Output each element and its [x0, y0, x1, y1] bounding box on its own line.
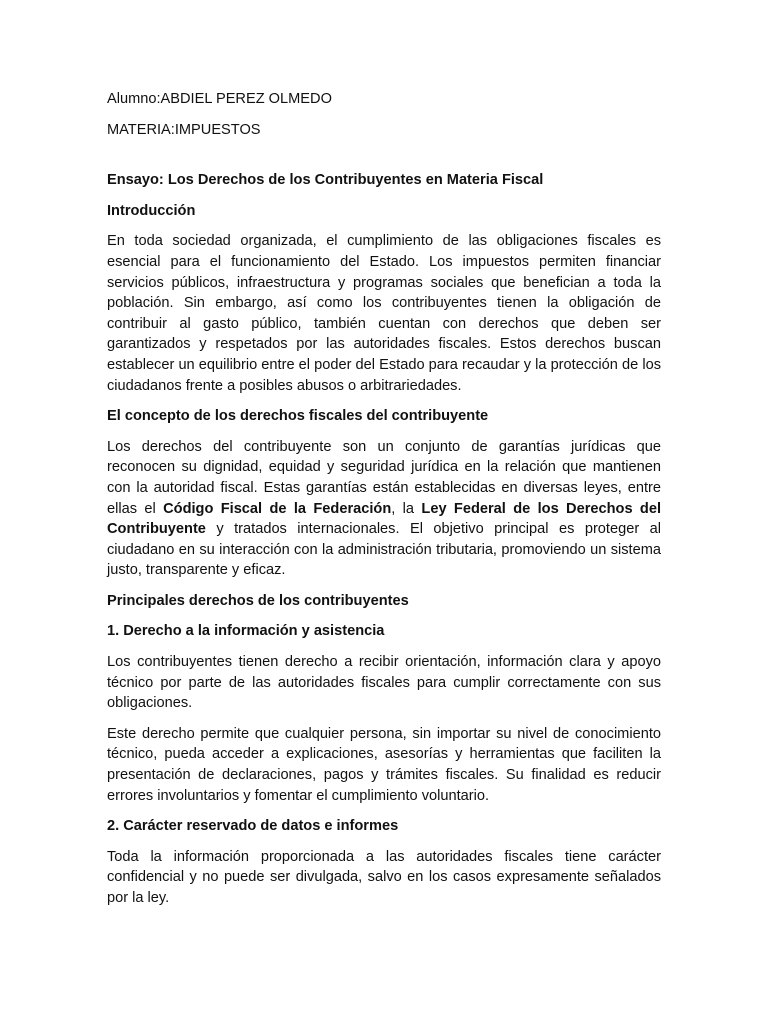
intro-paragraph: En toda sociedad organizada, el cumplimiento de las obligaciones fiscales es esencial para el funcionamiento del Estado. Los impuestos permiten financiar servicios públicos, infraestructura y programas sociales que benefician a toda la población. Sin embargo, así como los contribuyentes tienen la obligación de contribuir al gasto público, también cuentan con derechos que deben ser garantizados y respetados por las autoridades fiscales. Estos derechos buscan establecer un equilibrio entre el poder del Estado para recaudar y la protección de los ciudadanos frente a posibles abusos o arbitrariedades.: [107, 233, 661, 394]
right1-paragraph-1: Los contribuyentes tienen derecho a recibir orientación, información clara y apoyo técnico por parte de las autoridades fiscales para cumplir correctamente con sus obligaciones.: [107, 654, 661, 712]
rights-heading: Principales derechos de los contribuyentes: [107, 592, 409, 609]
student-name: Alumno:ABDIEL PEREZ OLMEDO: [107, 91, 332, 107]
right1-paragraph-2: Este derecho permite que cualquier persona, sin importar su nivel de conocimiento técnico, pueda acceder a explicaciones, asesorías y herramientas que faciliten la presentación de declaraciones, pagos y trámites fiscales. Su finalidad es reducir errores involuntarios y fomentar el cumplimiento voluntario.: [107, 725, 661, 804]
concept-paragraph: [107, 437, 661, 581]
intro-heading: Introducción: [107, 202, 196, 219]
subject-name: MATERIA:IMPUESTOS: [107, 121, 261, 138]
concept-text-2: , la: [391, 500, 422, 517]
ley-federal-term: Ley Federal de los Derechos del Contribuyente: [107, 500, 662, 538]
essay-title: Ensayo: Los Derechos de los Contribuyentes en Materia Fiscal: [107, 172, 544, 189]
concept-text-1: Los derechos del contribuyente son un conjunto de garantías jurídicas que reconocen su dignidad, equidad y seguridad jurídica en la relación que mantienen con la autoridad fiscal. Estas garantías están establecidas en diversas leyes, entre ellas el: [107, 438, 661, 517]
right2-paragraph-1: Toda la información proporcionada a las autoridades fiscales tiene carácter confidencial y no puede ser divulgada, salvo en los casos expresamente señalados por la ley.: [107, 848, 661, 906]
concept-heading: El concepto de los derechos fiscales del contribuyente: [107, 408, 489, 425]
concept-text-3: y tratados internacionales. El objetivo principal es proteger al ciudadano en su interacción con la administración tributaria, promoviendo un sistema justo, transparente y eficaz.: [107, 521, 661, 579]
right2-heading: 2. Carácter reservado de datos e informes: [107, 818, 399, 835]
document-page: [107, 89, 661, 919]
right1-heading: 1. Derecho a la información y asistencia: [107, 623, 385, 640]
codigo-fiscal-term: Código Fiscal de la Federación: [163, 500, 392, 517]
